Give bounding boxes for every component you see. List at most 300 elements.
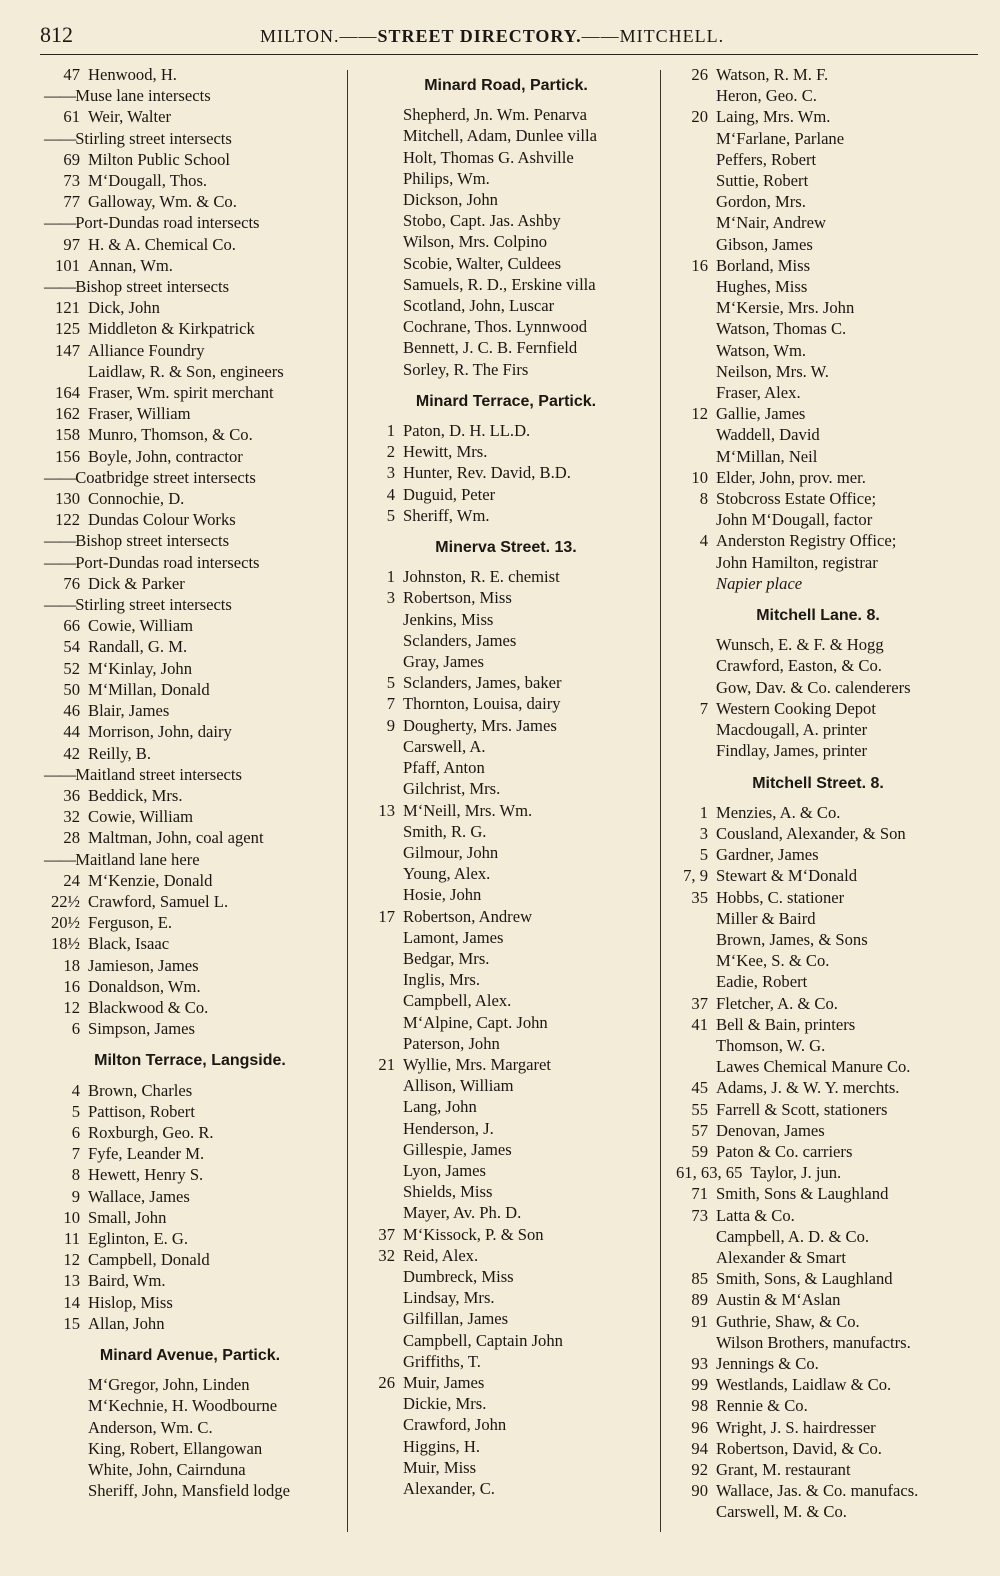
house-number: 164 [55, 383, 80, 403]
directory-column-3 [668, 64, 968, 1523]
occupant-name: Jamieson, James [88, 955, 199, 975]
house-number: 37 [378, 1224, 395, 1244]
directory-entry [40, 424, 340, 445]
house-number: 4 [71, 1080, 80, 1100]
directory-entry [40, 1164, 340, 1185]
house-number: 42 [63, 743, 80, 763]
occupant-name: Watson, R. M. F. [716, 65, 829, 84]
directory-entry [40, 403, 340, 424]
directory-entry: John Hamilton, registrar [716, 552, 878, 572]
street-heading: Minerva Street. 13. [435, 539, 577, 557]
house-number: 21 [378, 1054, 395, 1074]
directory-entry [40, 1207, 340, 1228]
directory-column-2 [355, 64, 657, 1499]
house-number: 7 [71, 1144, 80, 1164]
directory-entry [668, 865, 968, 886]
occupant-name: Gallie, James [716, 404, 806, 424]
directory-entry [40, 891, 340, 912]
house-number: 18½ [50, 934, 80, 954]
occupant-name: Wallace, James [88, 1186, 190, 1206]
house-number: 90 [691, 1481, 708, 1501]
house-number: 147 [55, 340, 80, 360]
occupant-name: Elder, John, prov. mer. [716, 467, 866, 487]
street-heading: Minard Avenue, Partick. [99, 1346, 281, 1364]
directory-entry: Lawes Chemical Manure Co. [716, 1057, 911, 1077]
directory-entry: Waddell, David [716, 425, 820, 445]
house-number: 45 [691, 1078, 708, 1098]
directory-entry: Heron, Geo. C. [716, 86, 817, 106]
occupant-name: Crawford, Samuel L. [88, 891, 229, 911]
house-number: 14 [63, 1292, 80, 1312]
occupant-name: M‘Neill, Mrs. Wm. [403, 800, 533, 820]
house-number: 125 [55, 319, 80, 339]
house-number: 101 [55, 255, 80, 275]
directory-entry [668, 1459, 968, 1480]
directory-entry [40, 700, 340, 721]
occupant-name: Hewett, Henry S. [88, 1165, 204, 1185]
directory-entry: Sclanders, James [403, 630, 517, 650]
occupant-name: Dougherty, Mrs. James [403, 715, 557, 735]
directory-entry: Gordon, Mrs. [716, 192, 806, 212]
directory-entry: Sheriff, John, Mansfield lodge [88, 1481, 291, 1501]
directory-entry [668, 1014, 968, 1035]
house-number: 3 [699, 823, 708, 843]
directory-entry: Laidlaw, R. & Son, engineers [88, 361, 284, 381]
directory-entry: Holt, Thomas G. Ashville [403, 147, 574, 167]
occupant-name: Weir, Walter [88, 107, 171, 127]
house-number: 122 [55, 510, 80, 530]
house-number: 5 [386, 505, 395, 525]
house-number: 2 [386, 442, 395, 462]
occupant-name: Baird, Wm. [88, 1271, 166, 1291]
occupant-name: Dundas Colour Works [88, 510, 236, 530]
occupant-name: M‘Kissock, P. & Son [403, 1224, 544, 1244]
intersects-note: —— Maitland lane here [40, 849, 340, 870]
house-number: 3 [386, 588, 395, 608]
directory-entry [668, 1374, 968, 1395]
directory-entry [668, 823, 968, 844]
house-number: 57 [691, 1120, 708, 1140]
directory-entry: Gilchrist, Mrs. [403, 779, 501, 799]
occupant-name: Grant, M. restaurant [716, 1460, 851, 1479]
directory-entry: Brown, James, & Sons [716, 929, 868, 949]
directory-entry: Gow, Dav. & Co. calenderers [716, 677, 911, 697]
running-head-next-place: MITCHELL. [619, 26, 725, 46]
house-number: 41 [691, 1014, 708, 1034]
house-number: 12 [63, 997, 80, 1017]
occupant-name: Hunter, Rev. David, B.D. [403, 463, 571, 483]
occupant-name: Westlands, Laidlaw & Co. [716, 1375, 892, 1395]
occupant-name: Roxburgh, Geo. R. [88, 1122, 214, 1142]
directory-entry: Griffiths, T. [403, 1351, 481, 1371]
occupant-name: Beddick, Mrs. [88, 785, 183, 805]
intersects-note: —— Coatbridge street intersects [40, 467, 340, 488]
directory-entry [40, 721, 340, 742]
directory-entry: Higgins, H. [403, 1436, 480, 1456]
occupant-name: Thornton, Louisa, dairy [403, 694, 561, 714]
house-number: 1 [386, 567, 395, 587]
occupant-name: Dick & Parker [88, 573, 185, 593]
house-number: 10 [691, 467, 708, 487]
occupant-name: Wyllie, Mrs. Margaret [403, 1054, 551, 1074]
house-number: 13 [63, 1271, 80, 1291]
intersects-note: —— Bishop street intersects [40, 530, 340, 551]
house-number: 37 [691, 993, 708, 1013]
directory-entry: Scotland, John, Luscar [403, 296, 555, 316]
house-number: 73 [63, 171, 80, 191]
house-number: 32 [63, 807, 80, 827]
occupant-name: Allan, John [88, 1313, 165, 1333]
directory-entry [40, 933, 340, 954]
directory-entry [668, 1141, 968, 1162]
directory-entry: Scobie, Walter, Culdees [403, 253, 562, 273]
directory-entry [40, 297, 340, 318]
occupant-name: M‘Dougall, Thos. [88, 171, 208, 191]
occupant-name: Pattison, Robert [88, 1101, 195, 1121]
directory-entry: Cochrane, Thos. Lynnwood [403, 317, 588, 337]
occupant-name: Duguid, Peter [403, 484, 496, 504]
directory-entry [40, 509, 340, 530]
directory-entry: Lamont, James [403, 927, 504, 947]
directory-entry [668, 1077, 968, 1098]
directory-entry: Young, Alex. [403, 864, 491, 884]
occupant-name: Smith, Sons & Laughland [716, 1184, 889, 1204]
directory-entry [40, 1080, 340, 1101]
directory-entry [355, 1054, 657, 1075]
directory-entry [40, 318, 340, 339]
directory-entry [668, 1417, 968, 1438]
directory-entry: Fraser, Alex. [716, 383, 801, 403]
directory-entry: M‘Farlane, Parlane [716, 128, 845, 148]
directory-entry [40, 149, 340, 170]
directory-entry [355, 441, 657, 462]
house-number: 1 [699, 802, 708, 822]
directory-entry [40, 615, 340, 636]
house-number: 3 [386, 463, 395, 483]
directory-entry [40, 806, 340, 827]
directory-entry [40, 64, 340, 85]
directory-entry [355, 420, 657, 441]
directory-entry: M‘Gregor, John, Linden [88, 1375, 250, 1395]
house-number: 44 [63, 722, 80, 742]
house-number: 18 [63, 955, 80, 975]
house-number: 5 [386, 673, 395, 693]
occupant-name: Taylor, J. jun. [750, 1163, 842, 1183]
house-number: 26 [691, 65, 708, 84]
directory-entry [668, 64, 968, 85]
directory-entry [668, 887, 968, 908]
house-number: 85 [691, 1269, 708, 1289]
occupant-name: Fraser, Wm. spirit merchant [88, 383, 274, 403]
occupant-name: Donaldson, Wm. [88, 976, 201, 996]
running-head: MILTON.——STREET DIRECTORY.——MITCHELL. [260, 26, 725, 46]
directory-entry [355, 906, 657, 927]
occupant-name: Connochie, D. [88, 489, 185, 509]
place-note: Napier place [716, 573, 803, 593]
occupant-name: Annan, Wm. [88, 255, 173, 275]
occupant-name: Rennie & Co. [716, 1396, 808, 1416]
occupant-name: Robertson, David, & Co. [716, 1438, 882, 1458]
occupant-name: Small, John [88, 1207, 167, 1227]
occupant-name: Simpson, James [88, 1019, 195, 1039]
directory-entry: Allison, William [403, 1076, 514, 1096]
occupant-name: Randall, G. M. [88, 637, 188, 657]
directory-entry [668, 698, 968, 719]
occupant-name: Johnston, R. E. chemist [403, 567, 560, 587]
directory-entry: Hughes, Miss [716, 277, 808, 297]
directory-entry [668, 488, 968, 509]
directory-entry: Smith, R. G. [403, 821, 487, 841]
occupant-name: Menzies, A. & Co. [716, 802, 841, 822]
directory-entry [355, 693, 657, 714]
directory-entry: John M‘Dougall, factor [716, 510, 873, 530]
directory-entry: Lyon, James [403, 1160, 486, 1180]
house-number: 156 [55, 446, 80, 466]
street-heading: Minard Terrace, Partick. [415, 392, 597, 410]
directory-entry [355, 587, 657, 608]
directory-entry [40, 1292, 340, 1313]
directory-entry: Campbell, Captain John [403, 1330, 563, 1350]
house-number: 8 [699, 489, 708, 509]
occupant-name: Black, Isaac [88, 934, 170, 954]
occupant-name: Fletcher, A. & Co. [716, 993, 838, 1013]
occupant-name: Jennings & Co. [716, 1353, 819, 1373]
house-number: 121 [55, 298, 80, 318]
house-number: 20 [691, 107, 708, 127]
occupant-name: Eglinton, E. G. [88, 1228, 189, 1248]
street-heading: Minard Road, Partick. [424, 77, 588, 94]
directory-entry [40, 1186, 340, 1207]
directory-entry [40, 658, 340, 679]
house-number: 36 [63, 785, 80, 805]
directory-entry [40, 1018, 340, 1039]
occupant-name: Middleton & Kirkpatrick [88, 319, 255, 339]
occupant-name: Cowie, William [88, 807, 194, 827]
directory-entry [40, 1143, 340, 1164]
directory-entry [40, 488, 340, 509]
house-number: 52 [63, 658, 80, 678]
directory-entry: Alexander & Smart [716, 1247, 846, 1267]
house-number: 99 [691, 1375, 708, 1395]
directory-entry [668, 467, 968, 488]
directory-entry [668, 1205, 968, 1226]
house-number: 16 [63, 976, 80, 996]
intersects-note: —— Stirling street intersects [40, 128, 340, 149]
directory-entry: Alexander, C. [403, 1479, 495, 1498]
directory-entry [40, 679, 340, 700]
directory-entry [40, 340, 340, 361]
occupant-name: Reid, Alex. [403, 1245, 479, 1265]
occupant-name: Robertson, Miss [403, 588, 512, 608]
occupant-name: Gardner, James [716, 845, 819, 865]
directory-entry: Henderson, J. [403, 1118, 494, 1138]
running-head-title: STREET DIRECTORY. [377, 26, 582, 46]
street-heading: Mitchell Street. 8. [752, 774, 884, 792]
house-number: 98 [691, 1396, 708, 1416]
house-number: 47 [63, 65, 80, 84]
house-number: 28 [63, 828, 80, 848]
occupant-name: Stewart & M‘Donald [716, 866, 858, 886]
directory-entry: Bedgar, Mrs. [403, 948, 490, 968]
directory-entry [40, 955, 340, 976]
directory-entry: Peffers, Robert [716, 149, 817, 169]
house-number: 4 [699, 531, 708, 551]
occupant-name: Henwood, H. [88, 65, 177, 84]
occupant-name: Wright, J. S. hairdresser [716, 1417, 876, 1437]
directory-entry: Philips, Wm. [403, 168, 490, 188]
intersects-note: —— Port-Dundas road intersects [40, 212, 340, 233]
house-number: 26 [378, 1372, 395, 1392]
street-heading: Mitchell Lane. 8. [756, 607, 880, 625]
intersects-note: —— Port-Dundas road intersects [40, 552, 340, 573]
house-number: 7 [699, 698, 708, 718]
directory-entry: Samuels, R. D., Erskine villa [403, 274, 596, 294]
intersects-note: —— Maitland street intersects [40, 764, 340, 785]
directory-entry [355, 484, 657, 505]
directory-entry: Miller & Baird [716, 908, 816, 928]
occupant-name: Hislop, Miss [88, 1292, 173, 1312]
directory-entry [668, 993, 968, 1014]
directory-entry [40, 743, 340, 764]
occupant-name: Muir, James [403, 1372, 485, 1392]
house-number: 17 [378, 906, 395, 926]
occupant-name: Alliance Foundry [88, 340, 205, 360]
house-number: 9 [71, 1186, 80, 1206]
directory-entry [668, 1438, 968, 1459]
house-number: 66 [63, 616, 80, 636]
directory-entry: Wunsch, E. & F. & Hogg [716, 635, 884, 655]
house-number: 76 [63, 573, 80, 593]
directory-entry [40, 573, 340, 594]
directory-entry: Carswell, A. [403, 736, 486, 756]
house-number: 94 [691, 1438, 708, 1458]
directory-entry: Lindsay, Mrs. [403, 1288, 495, 1308]
occupant-name: Sclanders, James, baker [403, 673, 562, 693]
directory-entry: Inglis, Mrs. [403, 970, 480, 990]
house-number: 12 [63, 1250, 80, 1270]
occupant-name: Fyfe, Leander M. [88, 1144, 205, 1164]
directory-entry: Watson, Wm. [716, 340, 807, 360]
house-number: 93 [691, 1353, 708, 1373]
occupant-name: Bell & Bain, printers [716, 1014, 856, 1034]
directory-entry [355, 505, 657, 526]
occupant-name: Robertson, Andrew [403, 906, 533, 926]
house-number: 89 [691, 1290, 708, 1310]
house-number: 69 [63, 149, 80, 169]
occupant-name: Smith, Sons, & Laughland [716, 1269, 893, 1289]
directory-entry: Crawford, John [403, 1415, 507, 1435]
directory-entry [40, 1101, 340, 1122]
directory-entry [40, 785, 340, 806]
occupant-name: Ferguson, E. [88, 913, 173, 933]
house-number: 4 [386, 484, 395, 504]
occupant-name: H. & A. Chemical Co. [88, 234, 236, 254]
directory-entry: Campbell, A. D. & Co. [716, 1226, 870, 1246]
occupant-name: Adams, J. & W. Y. merchts. [716, 1078, 900, 1098]
page-number: 812 [40, 22, 73, 47]
house-number: 54 [63, 637, 80, 657]
house-number: 16 [691, 255, 708, 275]
directory-entry: Bennett, J. C. B. Fernfield [403, 338, 578, 358]
directory-entry [668, 1162, 968, 1183]
directory-entry [668, 1120, 968, 1141]
directory-entry [40, 234, 340, 255]
directory-entry: M‘Millan, Neil [716, 446, 818, 466]
occupant-name: Brown, Charles [88, 1080, 193, 1100]
house-number: 6 [71, 1122, 80, 1142]
occupant-name: Fraser, William [88, 404, 191, 424]
occupant-name: M‘Millan, Donald [88, 679, 210, 699]
house-number: 97 [63, 234, 80, 254]
directory-entry: Findlay, James, printer [716, 741, 868, 761]
running-head-place: MILTON. [260, 26, 340, 46]
house-number: 92 [691, 1460, 708, 1479]
directory-entry [40, 106, 340, 127]
directory-entry: Dumbreck, Miss [403, 1266, 514, 1286]
directory-entry: Wilson, Mrs. Colpino [403, 232, 548, 252]
directory-entry [355, 1245, 657, 1266]
intersects-note: —— Bishop street intersects [40, 276, 340, 297]
directory-entry: Pfaff, Anton [403, 758, 485, 778]
directory-entry: Carswell, M. & Co. [716, 1502, 847, 1522]
house-number: 6 [71, 1019, 80, 1039]
directory-entry: Shields, Miss [403, 1182, 493, 1202]
directory-entry [355, 566, 657, 587]
directory-entry: Gray, James [403, 652, 484, 672]
occupant-name: Laing, Mrs. Wm. [716, 107, 831, 127]
directory-entry [355, 1224, 657, 1245]
directory-entry: Muir, Miss [403, 1457, 477, 1477]
house-number: 7 [386, 694, 395, 714]
directory-entry [40, 912, 340, 933]
occupant-name: Blackwood & Co. [88, 997, 209, 1017]
house-number: 55 [691, 1099, 708, 1119]
directory-entry [668, 403, 968, 424]
house-number: 15 [63, 1313, 80, 1333]
directory-entry [668, 1099, 968, 1120]
page-header [40, 22, 970, 58]
directory-entry [668, 1480, 968, 1501]
directory-entry [668, 802, 968, 823]
directory-entry: Eadie, Robert [716, 972, 808, 992]
directory-entry [40, 255, 340, 276]
occupant-name: Dick, John [88, 298, 160, 318]
house-number: 22½ [50, 891, 80, 911]
directory-entry [40, 636, 340, 657]
occupant-name: Borland, Miss [716, 255, 811, 275]
house-number: 1 [386, 421, 395, 441]
intersects-note: —— Stirling street intersects [40, 594, 340, 615]
house-number: 91 [691, 1311, 708, 1331]
house-number: 20½ [50, 913, 80, 933]
directory-entry: Mayer, Av. Ph. D. [403, 1203, 522, 1223]
directory-entry: M‘Alpine, Capt. John [403, 1012, 548, 1032]
occupant-name: Campbell, Donald [88, 1250, 210, 1270]
house-number: 59 [691, 1141, 708, 1161]
directory-entry [668, 530, 968, 551]
occupant-name: Munro, Thomson, & Co. [88, 425, 253, 445]
directory-entry: Neilson, Mrs. W. [716, 361, 829, 381]
house-number: 35 [691, 887, 708, 907]
house-number: 11 [64, 1228, 80, 1248]
directory-entry: Gillespie, James [403, 1139, 512, 1159]
house-number: 73 [691, 1205, 708, 1225]
street-heading: Milton Terrace, Langside. [94, 1052, 286, 1070]
directory-entry [40, 191, 340, 212]
header-rule [40, 54, 978, 55]
directory-entry [40, 1313, 340, 1334]
directory-entry [668, 1183, 968, 1204]
